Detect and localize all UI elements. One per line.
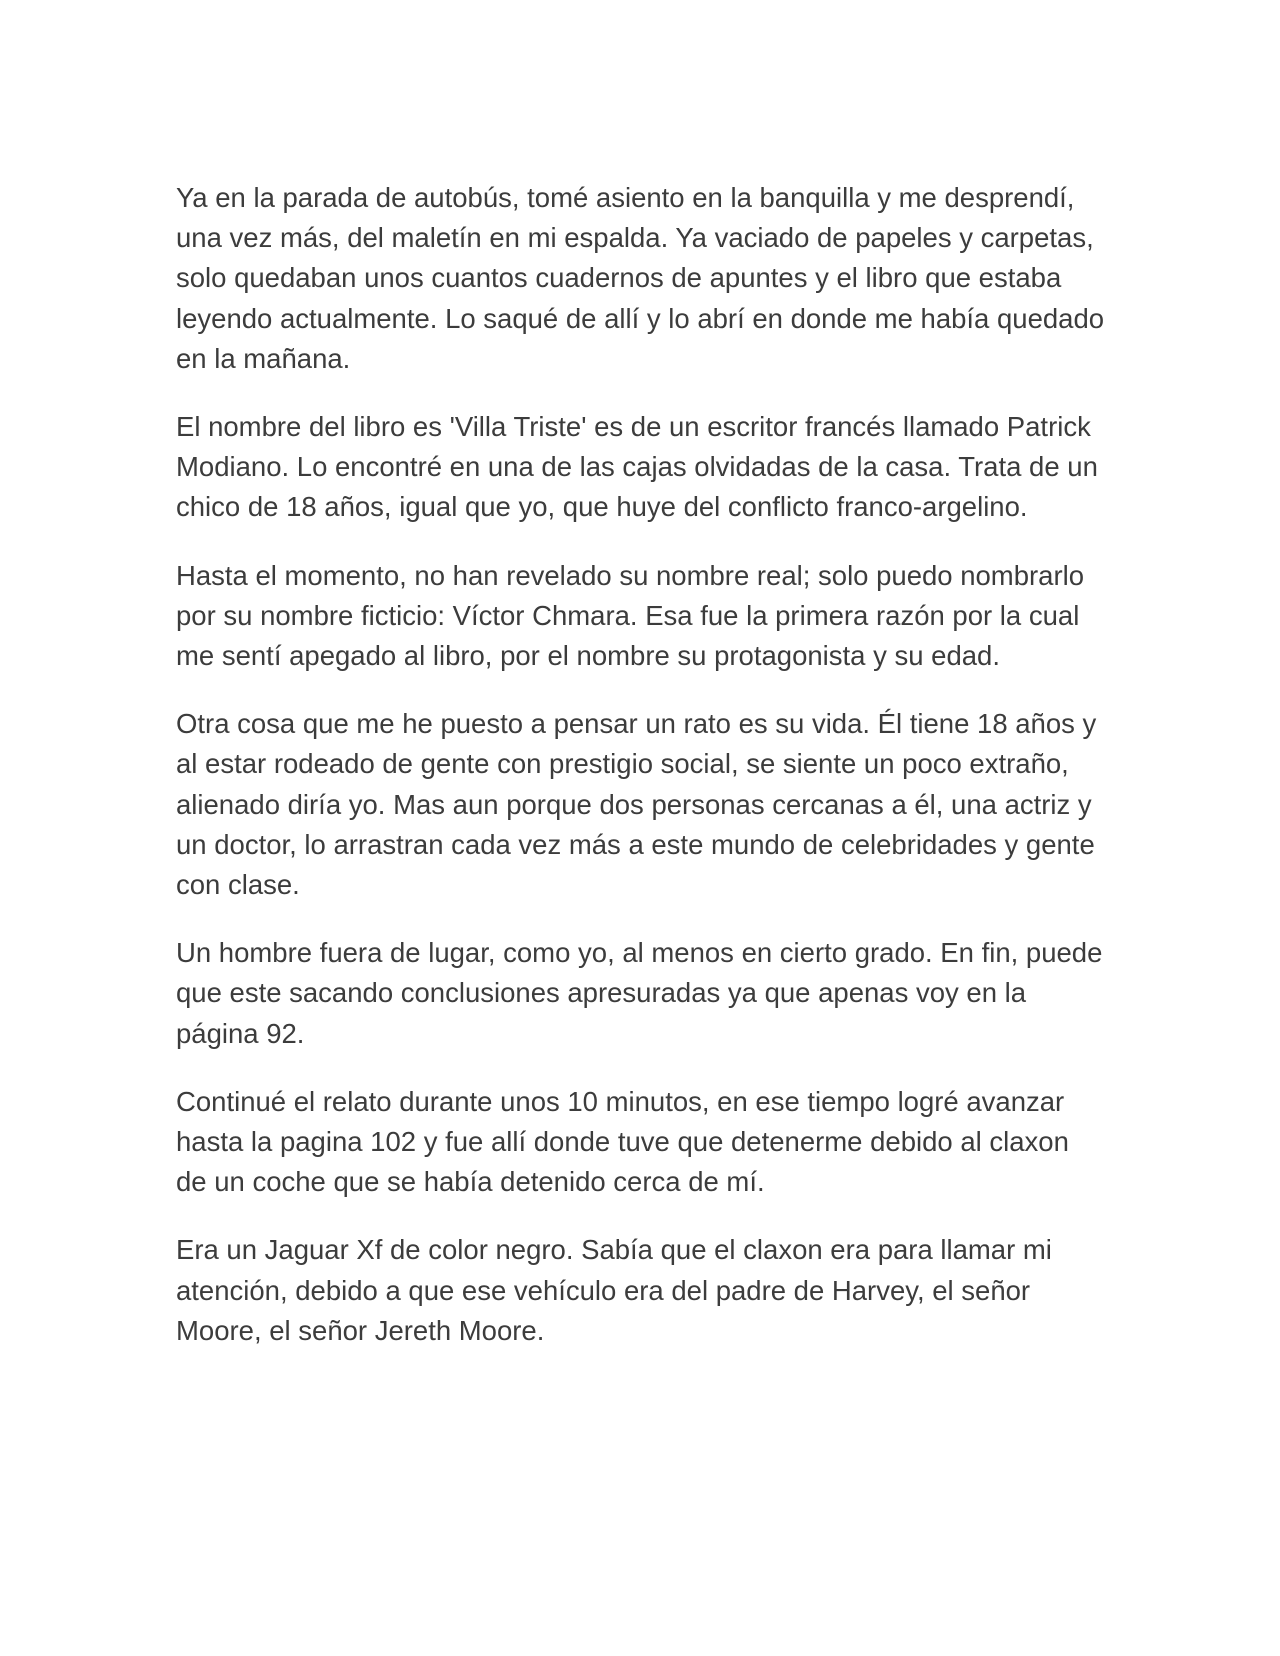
paragraph-1: Ya en la parada de autobús, tomé asiento en la banquilla y me desprendí, una vez más, del maletín en mi espalda. Ya vaciado de papeles y carpetas, solo quedaban unos cuantos cuadernos de apuntes y el libro que estaba leyendo actualmente. Lo saqué de allí y lo abrí en donde me había quedado en la mañana.: [176, 182, 1105, 374]
document-body: [176, 178, 1106, 1379]
paragraph-5: Un hombre fuera de lugar, como yo, al menos en cierto grado. En fin, puede que este sacando conclusiones apresuradas ya que apenas voy en la página 92.: [176, 937, 1103, 1049]
paragraph-4: Otra cosa que me he puesto a pensar un rato es su vida. Él tiene 18 años y al estar rodeado de gente con prestigio social, se siente un poco extraño, alienado diría yo. Mas aun porque dos personas cercanas a él, una actriz y un doctor, lo arrastran cada vez más a este mundo de celebridades y gente con clase.: [176, 708, 1097, 901]
paragraph-2: El nombre del libro es 'Villa Triste' es de un escritor francés llamado Patrick Modiano. Lo encontré en una de las cajas olvidadas de la casa. Trata de un chico de 18 años, igual que yo, que huye del conflicto franco-argelino.: [176, 411, 1098, 523]
paragraph-6: Continué el relato durante unos 10 minutos, en ese tiempo logré avanzar hasta la pagina 102 y fue allí donde tuve que detenerme debido al claxon de un coche que se había detenido cerca de mí.: [176, 1085, 1069, 1198]
paragraph-3: Hasta el momento, no han revelado su nombre real; solo puedo nombrarlo por su nombre ficticio: Víctor Chmara. Esa fue la primera razón por la cual me sentí apegado al libro, por el nombre su protagonista y su edad.: [176, 559, 1085, 672]
paragraph-7: Era un Jaguar Xf de color negro. Sabía que el claxon era para llamar mi atención, debido a que ese vehículo era del padre de Harvey, el señor Moore, el señor Jereth Moore.: [176, 1234, 1052, 1346]
